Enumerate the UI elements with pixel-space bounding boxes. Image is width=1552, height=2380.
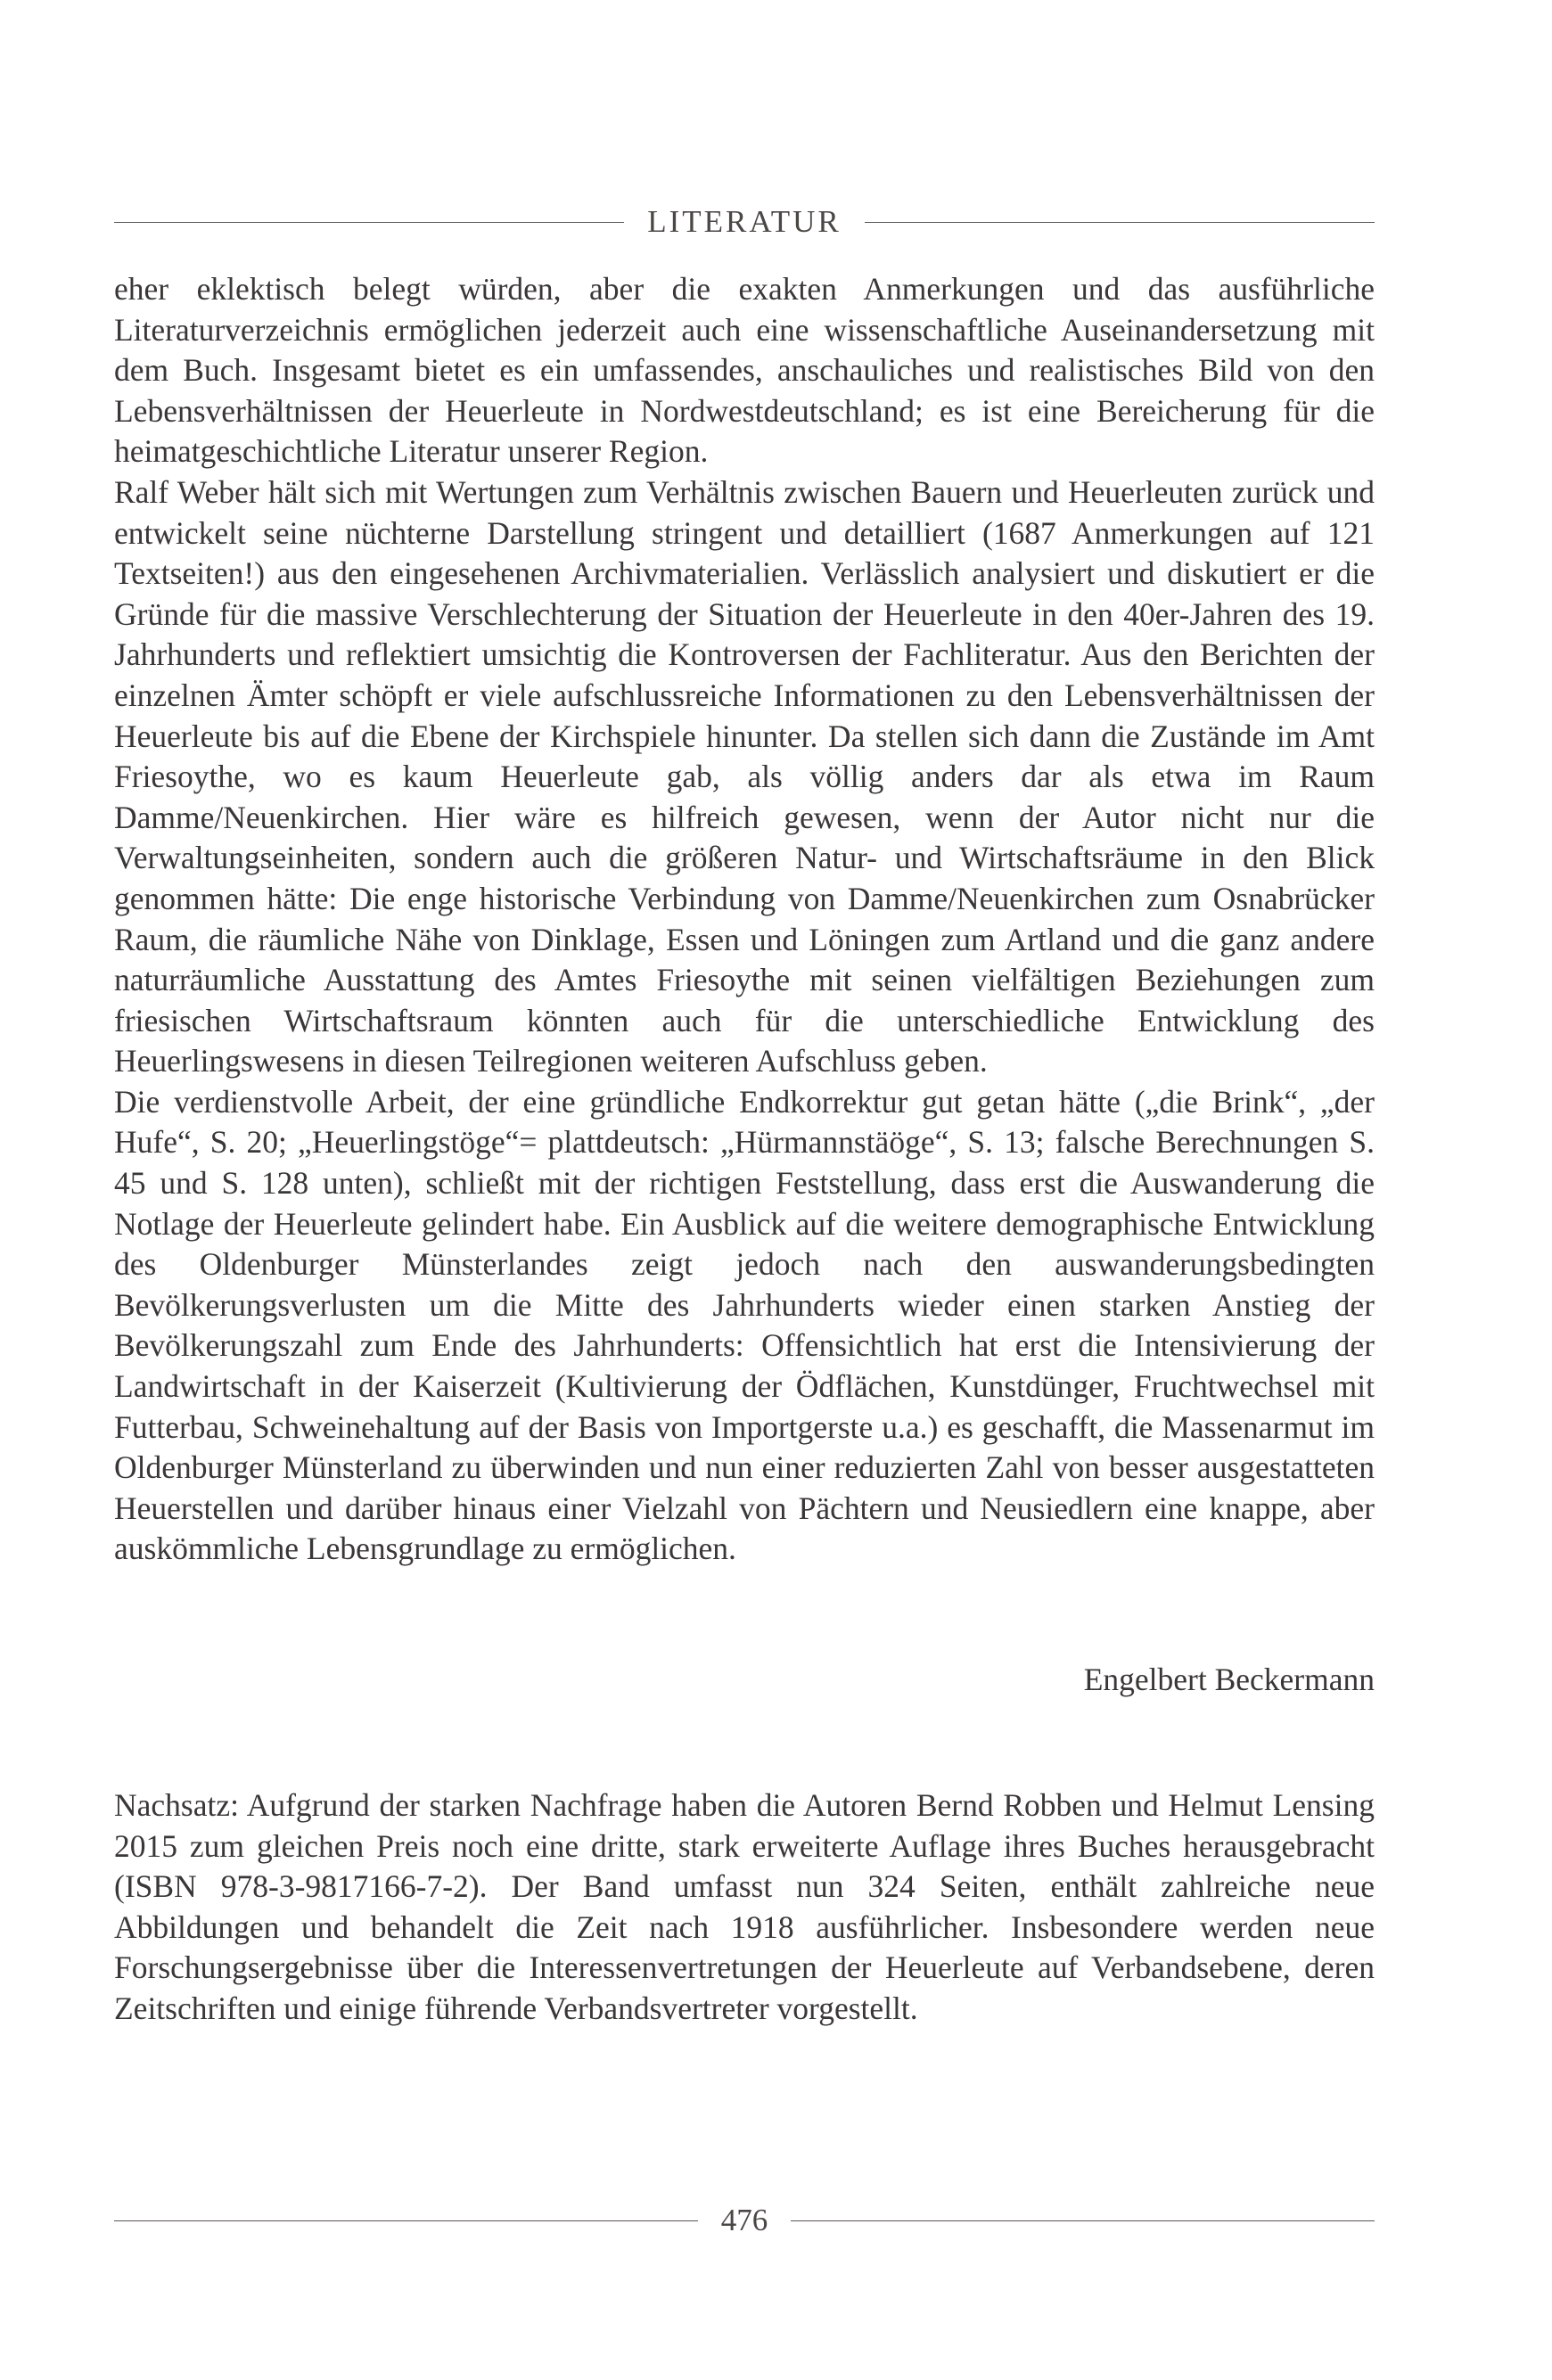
paragraph-1: eher eklektisch belegt würden, aber die exakten Anmerkungen und das ausführliche Literaturverzeichnis ermöglichen jederzeit auch eine wissenschaftliche Auseinandersetzung mit dem Buch. Insgesamt bietet es ein umfassendes, anschauliches und realistisches Bild von den Lebensverhältnissen der Heuerleute in Nordwestdeutschland; es ist eine Bereicherung für die heimatgeschichtliche Literatur unserer Region.: [114, 271, 1375, 470]
section-title: LITERATUR: [647, 204, 842, 239]
postscript: Nachsatz: Aufgrund der starken Nachfrage haben die Autoren Bernd Robben und Helmut Lensing 2015 zum gleichen Preis noch eine dritte, stark erweiterte Auflage ihres Buches herausgebracht (ISBN 978-3-9817166-7-2). Der Band umfasst nun 324 Seiten, enthält zahlreiche neue Abbildungen und behandelt die Zeit nach 1918 ausführlicher. Insbesondere werden neue Forschungsergebnisse über die Interessenvertretungen der Heuerleute auf Verbandsebene, deren Zeitschriften und einige führende Verbandsvertreter vorgestellt.: [114, 1787, 1375, 2026]
running-header: [114, 201, 1375, 242]
footer-rule-right: [791, 2220, 1375, 2221]
author-signature: Engelbert Beckermann: [1083, 1662, 1375, 1697]
paragraph-3: Die verdienstvolle Arbeit, der eine gründliche Endkorrektur gut getan hätte („die Brink“, „der Hufe“, S. 20; „Heuerlingstöge“= plattdeutsch: „Hürmannstäöge“, S. 13; falsche Berechnungen S. 45 und S. 128 unten), schließt mit der richtigen Feststellung, dass erst die Auswanderung die Notlage der Heuerleute gelindert habe. Ein Ausblick auf die weitere demographische Entwicklung des Oldenburger Münsterlandes zeigt jedoch nach den auswanderungsbedingten Bevölkerungsverlusten um die Mitte des Jahrhunderts wieder einen starken Anstieg der Bevölkerungszahl zum Ende des Jahrhunderts: Offensichtlich hat erst die Intensivierung der Landwirtschaft in der Kaiserzeit (Kultivierung der Ödflächen, Kunstdünger, Fruchtwechsel mit Futterbau, Schweinehaltung auf der Basis von Importgerste u.a.) es geschafft, die Massenarmut im Oldenburger Münsterland zu überwinden und nun einer reduzierten Zahl von besser ausgestatteten Heuerstellen und darüber hinaus einer Vielzahl von Pächtern und Neusiedlern eine knappe, aber auskömmliche Lebensgrundlage zu ermöglichen.: [114, 1083, 1375, 1567]
footer-rule-left: [114, 2220, 698, 2221]
header-rule-right: [865, 222, 1375, 223]
page-number: 476: [720, 2203, 768, 2237]
review-text: [114, 269, 1375, 1570]
header-rule-left: [114, 222, 624, 223]
page-footer: [114, 2200, 1375, 2241]
paragraph-2: Ralf Weber hält sich mit Wertungen zum Verhältnis zwischen Bauern und Heuerleuten zurück und entwickelt seine nüchterne Darstellung stringent und detailliert (1687 Anmerkungen auf 121 Textseiten!) aus den eingesehenen Archivmaterialien. Verlässlich analysiert und diskutiert er die Gründe für die massive Verschlechterung der Situation der Heuerleute in den 40er-Jahren des 19. Jahrhunderts und reflektiert umsichtig die Kontroversen der Fachliteratur. Aus den Berichten der einzelnen Ämter schöpft er viele aufschlussreiche Informationen zu den Lebensverhältnissen der Heuerleute bis auf die Ebene der Kirchspiele hinunter. Da stellen sich dann die Zustände im Amt Friesoythe, wo es kaum Heuerleute gab, als völlig anders dar als etwa im Raum Damme/Neuenkirchen. Hier wäre es hilfreich gewesen, wenn der Autor nicht nur die Verwaltungseinheiten, sondern auch die größeren Natur- und Wirtschaftsräume in den Blick genommen hätte: Die enge historische Verbindung von Damme/Neuenkirchen zum Osnabrücker Raum, die räumliche Nähe von Dinklage, Essen und Löningen zum Artland und die ganz andere naturräumliche Ausstattung des Amtes Friesoythe mit seinen vielfältigen Beziehungen zum friesischen Wirtschaftsraum könnten auch für die unterschiedliche Entwicklung des Heuerlingswesens in diesen Teilregionen weiteren Aufschluss geben.: [114, 473, 1375, 1079]
